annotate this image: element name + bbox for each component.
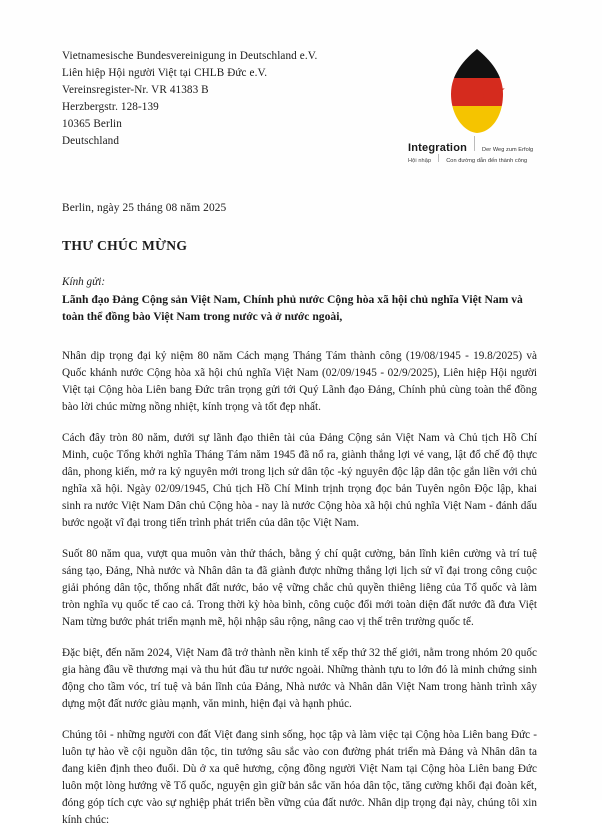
logo-tagline-de: Der Weg zum Erfolg bbox=[482, 147, 534, 153]
org-line-1: Vietnamesische Bundesvereinigung in Deutschland e.V. bbox=[62, 50, 318, 62]
logo-divider bbox=[474, 136, 475, 151]
paragraph-1: Nhân dịp trọng đại kỷ niệm 80 năm Cách mạng Tháng Tám thành công (19/08/1945 - 19.8/2025) và Quốc khánh nước Cộng hòa xã hội chủ nghĩa Việt Nam (02/09/1945 - 02/9/2025), Liên hiệp Hội người Việt tại Cộng hòa Liên bang Đức trân trọng gửi tới Quý Lãnh đạo Đảng, Chính phủ cùng toàn thể đồng bào lời chúc mừng nồng nhiệt, kính trọng và tốt đẹp nhất. bbox=[62, 349, 537, 413]
org-line-5: 10365 Berlin bbox=[62, 118, 122, 131]
page-title: THƯ CHÚC MỪNG bbox=[62, 238, 188, 253]
paragraph-3: Suốt 80 năm qua, vượt qua muôn vàn thử thách, bằng ý chí quật cường, bản lĩnh kiên cường và trí tuệ sáng tạo, Đảng, Nhà nước và Nhân dân ta đã giành được những thắng lợi lịch sử vĩ đại trong công cuộc giải phóng dân tộc, thống nhất đất nước, bảo vệ vững chắc chủ quyền thiêng liêng của Tổ quốc và làm tròn nghĩa vụ quốc tế cao cả. Trong thời kỳ hòa bình, công cuộc đổi mới toàn diện đất nước đã đưa Việt Nam từng bước phát triển mạnh mẽ, hội nhập sâu rộng, nâng cao vị thế trên trường quốc tế. bbox=[62, 547, 537, 628]
recipient-name: Lãnh đạo Đảng Cộng sản Việt Nam, Chính phủ nước Cộng hòa xã hội chủ nghĩa Việt Nam và toàn thể đồng bào Việt Nam trong nước và ở nước ngoài, bbox=[62, 293, 523, 324]
org-line-4: Herzbergstr. 128-139 bbox=[62, 101, 159, 114]
dateline: Berlin, ngày 25 tháng 08 năm 2025 bbox=[62, 202, 227, 214]
org-line-2: Liên hiệp Hội người Việt tại CHLB Đức e.V. bbox=[62, 67, 268, 80]
organization-logo bbox=[408, 48, 554, 165]
paragraph-5: Chúng tôi - những người con đất Việt đang sinh sống, học tập và làm việc tại Cộng hòa Liên bang Đức - luôn tự hào về cội nguồn dân tộc, tin tưởng sâu sắc vào con đường phát triển mà Đảng và Nhân dân ta đang kiên định theo đuổi. Dù ở xa quê hương, cộng đồng người Việt Nam tại Cộng hòa Liên bang Đức luôn một lòng hướng về Tổ quốc, nguyện gìn giữ bản sắc văn hóa dân tộc, tăng cường khối đại đoàn kết, đóng góp tích cực vào sự nghiệp phát triển bền vững của đất nước. Nhân dịp trọng đại này, chúng tôi xin kính chúc: bbox=[62, 729, 537, 827]
logo-wordmark bbox=[408, 136, 554, 164]
letterhead bbox=[62, 48, 556, 165]
flame-german-vietnamese-flag-icon bbox=[446, 48, 508, 134]
logo-subtitle: Hội nhập bbox=[408, 158, 432, 165]
letter-body bbox=[62, 348, 537, 829]
logo-title: Integration bbox=[408, 142, 468, 154]
organization-address bbox=[62, 48, 392, 150]
paragraph-4: Đặc biệt, đến năm 2024, Việt Nam đã trở thành nền kinh tế xếp thứ 32 thế giới, nằm trong nhóm 20 quốc gia hàng đầu về thương mại và thu hút đầu tư nước ngoài. Những thành tựu to lớn đó là minh chứng sinh động cho tầm vóc, trí tuệ và bản lĩnh của Đảng, Nhà nước và Nhân dân Việt Nam trong hành trình xây dựng một đất nước giàu mạnh, văn minh, hiện đại và hạnh phúc. bbox=[62, 647, 537, 711]
paragraph-2: Cách đây tròn 80 năm, dưới sự lãnh đạo thiên tài của Đảng Cộng sản Việt Nam và Chủ tịch Hồ Chí Minh, cuộc Tổng khởi nghĩa Tháng Tám năm 1945 đã nổ ra, giành thắng lợi vẻ vang, lật đổ chế độ thực dân, phong kiến, mở ra kỷ nguyên mới trong lịch sử dân tộc -kỷ nguyên độc lập dân tộc gắn liền với chủ nghĩa xã hội. Ngày 02/09/1945, Chủ tịch Hồ Chí Minh trịnh trọng đọc bản Tuyên ngôn Độc lập, khai sinh ra nước Việt Nam Dân chủ Cộng hòa - nay là nước Cộng hòa xã hội chủ nghĩa Việt Nam - đánh dấu bước ngoặt vĩ đại trong tiến trình phát triển của dân tộc Việt Nam. bbox=[62, 431, 537, 529]
recipient-label: Kính gửi: bbox=[62, 276, 106, 288]
org-line-3: Vereinsregister-Nr. VR 41383 B bbox=[62, 84, 209, 97]
logo-divider-2 bbox=[438, 154, 439, 162]
logo-tagline-vi: Con đường dẫn đến thành công bbox=[446, 158, 528, 165]
org-line-6: Deutschland bbox=[62, 135, 120, 148]
